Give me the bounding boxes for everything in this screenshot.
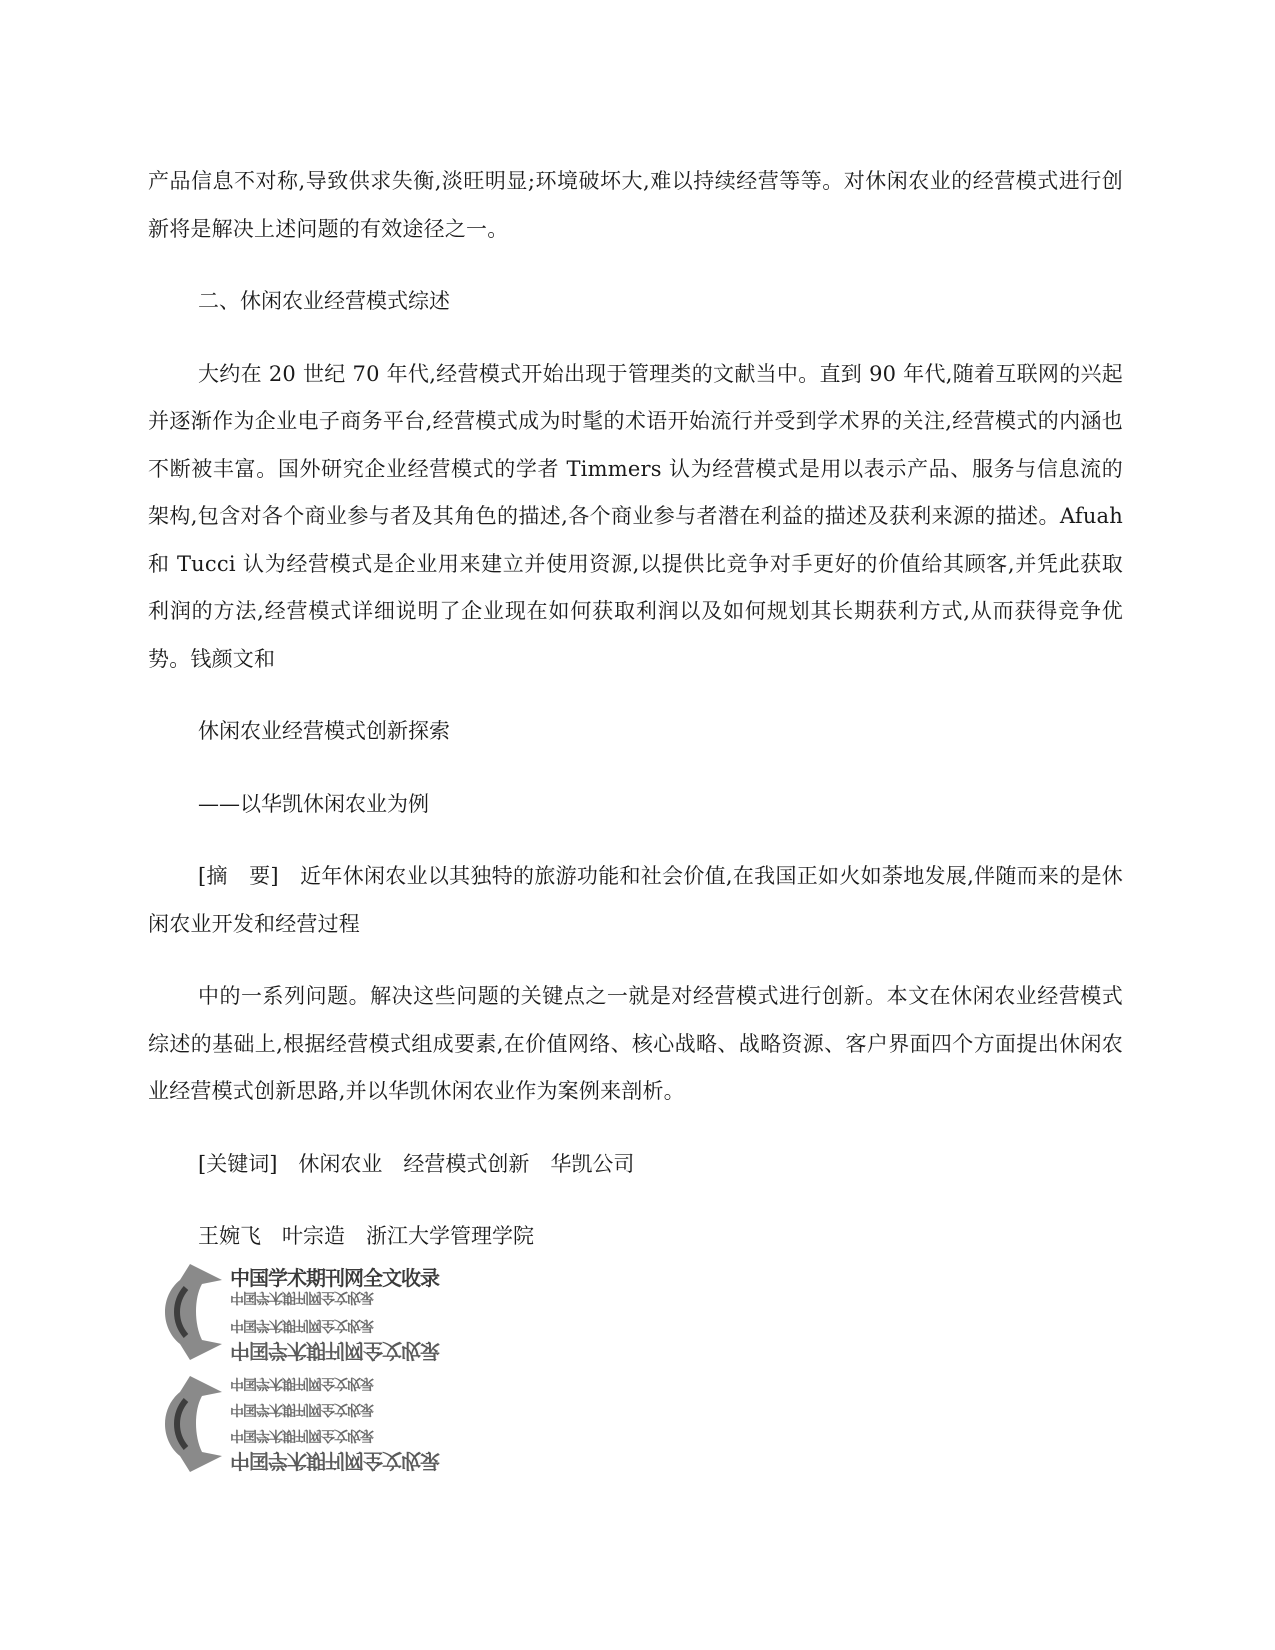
watermark-text-mirror: 中国学术期刊网全文收录 (230, 1289, 373, 1305)
arrow-swirl-icon (150, 1258, 230, 1366)
arrow-swirl-icon (150, 1370, 230, 1478)
abstract-continued: 中的一系列问题。解决这些问题的关键点之一就是对经营模式进行创新。本文在休闲农业经营模式综述的基础上,根据经营模式组成要素,在价值网络、核心战略、战略资源、客户界面四个方面提出休闲农业经营模式创新思路,并以华凯休闲农业作为案例来剖析。 (148, 984, 1123, 1103)
document-body (148, 158, 1130, 1286)
paragraph-intro: 产品信息不对称,导致供求失衡,淡旺明显;环境破坏大,难以持续经营等等。对休闲农业的经营模式进行创新将是解决上述问题的有效途径之一。 (148, 169, 1123, 241)
abstract-start: [摘 要] 近年休闲农业以其独特的旅游功能和社会价值,在我国正如火如荼地发展,伴随而来的是休闲农业开发和经营过程 (148, 864, 1123, 936)
watermark-text-mirror: 中国学术期刊网全文收录 (230, 1339, 439, 1363)
watermark-text-mirror: 中国学术期刊网全文收录 (230, 1427, 373, 1443)
watermark-band (150, 1258, 440, 1366)
article-subtitle: ——以华凯休闲农业为例 (198, 791, 429, 816)
authors-line: 王婉飞 叶宗造 浙江大学管理学院 (198, 1224, 534, 1248)
watermark-band (150, 1370, 440, 1478)
paragraph-overview: 大约在 20 世纪 70 年代,经营模式开始出现于管理类的文献当中。直到 90 年代,随着互联网的兴起并逐渐作为企业电子商务平台,经营模式成为时髦的术语开始流行并受到学术界的关注,经营模式的内涵也不断被丰富。国外研究企业经营模式的学者 Timmers 认为经营模式是用以表示产品、服务与信息流的架构,包含对各个商业参与者及其角色的描述,各个商业参与者潜在利益的描述及获利来源的描述。Afuah 和 Tucci 认为经营模式是企业用来建立并使用资源,以提供比竞争对手更好的价值给其顾客,并凭此获取利润的方法,经营模式详细说明了企业现在如何获取利润以及如何规划其长期获利方式,从而获得竞争优势。钱颜文和 (148, 361, 1130, 671)
watermark-text-mirror: 中国学术期刊网全文收录 (230, 1317, 373, 1333)
keywords-line: [关键词] 休闲农业 经营模式创新 华凯公司 (198, 1151, 635, 1176)
watermark-text-mirror: 中国学术期刊网全文收录 (230, 1401, 373, 1417)
watermark-text: 中国学术期刊网全文收录 (230, 1266, 439, 1290)
watermark-text-mirror: 中国学术期刊网全文收录 (230, 1449, 439, 1473)
watermark-text-mirror: 中国学术期刊网全文收录 (230, 1375, 373, 1391)
section-heading: 二、休闲农业经营模式综述 (198, 289, 450, 313)
watermark-stamp (150, 1258, 440, 1478)
article-title: 休闲农业经营模式创新探索 (198, 719, 450, 743)
